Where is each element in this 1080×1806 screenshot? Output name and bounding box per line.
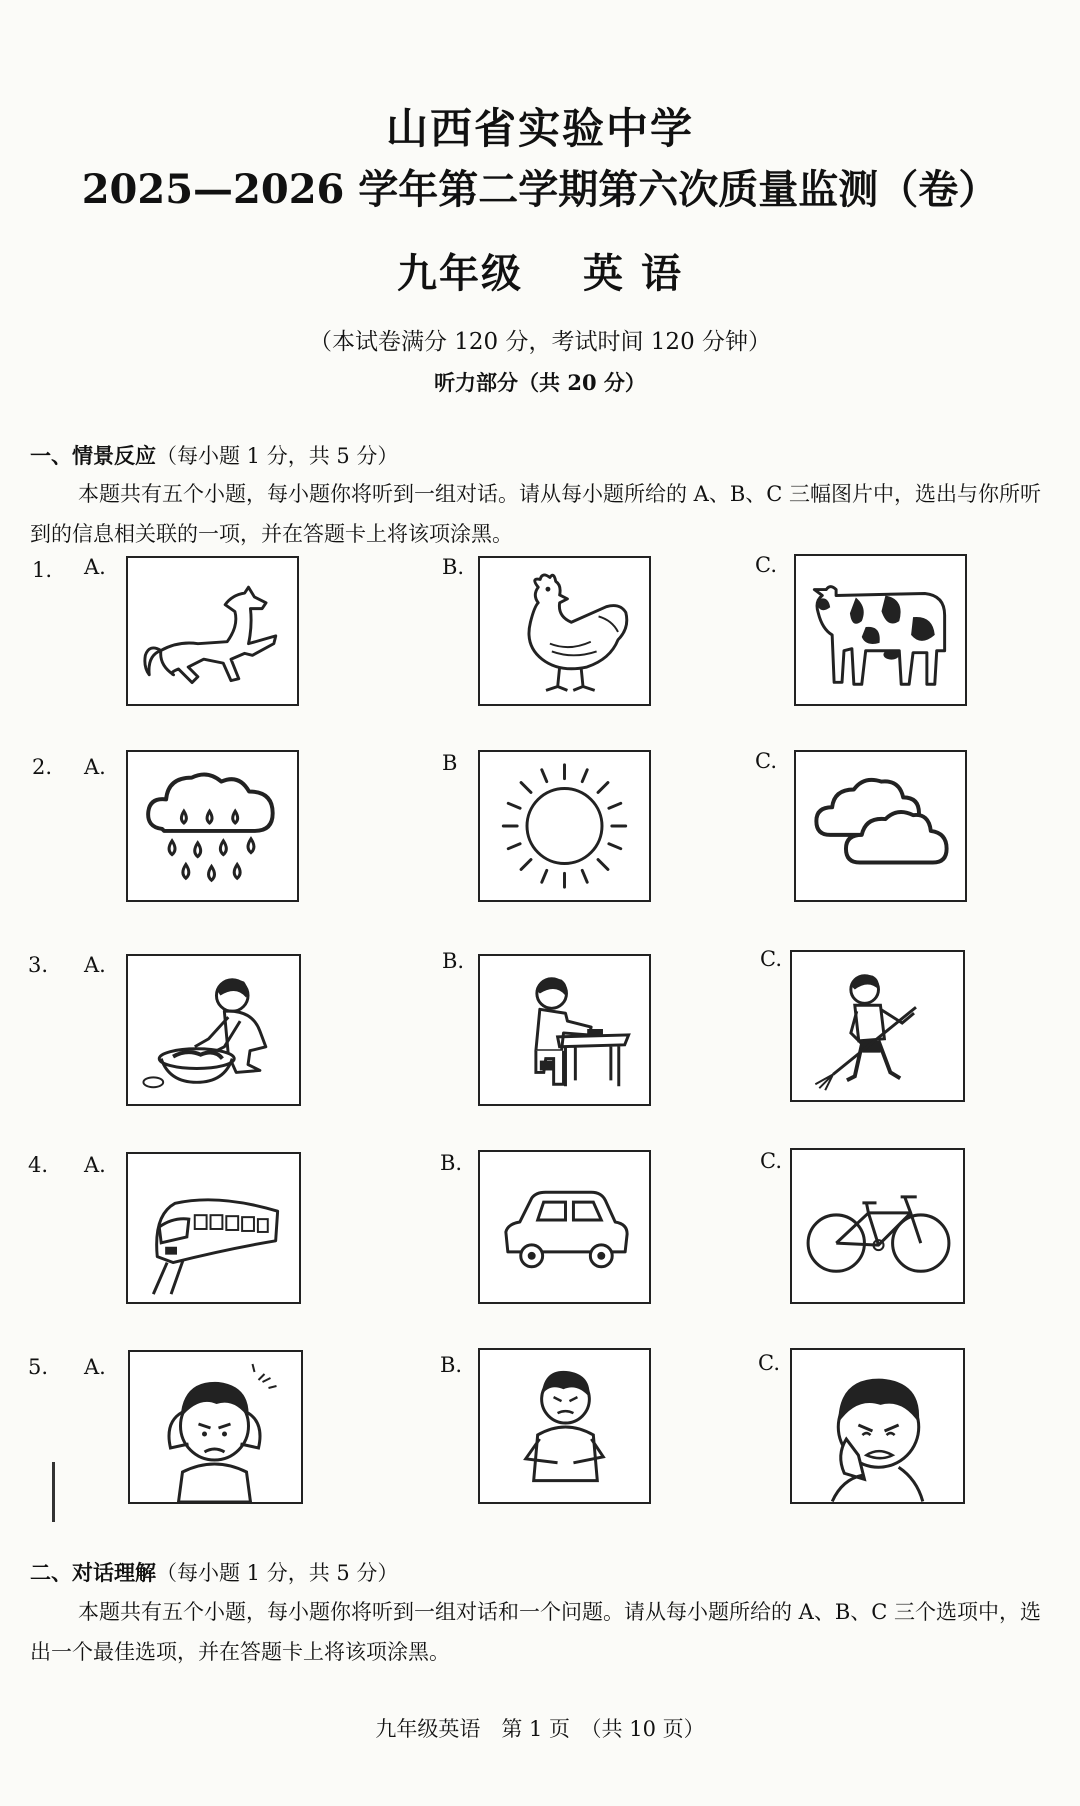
- page-footer: 九年级英语 第 1 页 （共 10 页）: [375, 1717, 705, 1741]
- horse-icon: [128, 558, 297, 704]
- boy-washing-icon: [128, 956, 299, 1104]
- section1-score: （每小题 1 分，共 5 分）: [156, 444, 399, 468]
- clouds-icon: [796, 752, 965, 900]
- question-number: 2.: [32, 755, 53, 779]
- option-label: A.: [84, 953, 106, 977]
- sun-picture[interactable]: [478, 750, 651, 902]
- option-label: B.: [440, 1151, 463, 1175]
- exam-note: （本试卷满分 120 分，考试时间 120 分钟）: [308, 329, 772, 355]
- question-number: 3.: [28, 953, 49, 977]
- sun-icon: [480, 752, 649, 900]
- boy-wiping-table-icon: [480, 956, 649, 1104]
- car-icon: [480, 1152, 649, 1302]
- section2-score: （每小题 1 分，共 5 分）: [156, 1561, 399, 1585]
- exam-title: 2025—2026 学年第二学期第六次质量监测（卷）: [81, 166, 999, 213]
- option-label: A.: [84, 755, 106, 779]
- option-label: C.: [755, 749, 777, 773]
- option-label: C.: [760, 947, 782, 971]
- hen-icon: [480, 558, 649, 704]
- option-label: C.: [758, 1351, 780, 1375]
- option-label: A.: [84, 1153, 106, 1177]
- stomachache-picture[interactable]: [478, 1348, 651, 1504]
- wiping-picture[interactable]: [478, 954, 651, 1106]
- section1-instructions: 本题共有五个小题，每小题你将听到一组对话。请从每小题所给的 A、B、C 三幅图片中，选出与你所听到的信息相关联的一项，并在答题卡上将该项涂黑。: [30, 482, 1042, 546]
- headache-icon: [130, 1352, 301, 1502]
- margin-mark: [52, 1462, 55, 1522]
- option-label: A.: [84, 1355, 106, 1379]
- grade: 九年级: [397, 250, 524, 297]
- headache-picture[interactable]: [128, 1350, 303, 1504]
- question-number: 5.: [28, 1355, 49, 1379]
- option-label: C.: [755, 553, 777, 577]
- rain-picture[interactable]: [126, 750, 299, 902]
- option-label: A.: [84, 555, 106, 579]
- stomachache-icon: [480, 1350, 649, 1502]
- train-icon: [128, 1154, 299, 1302]
- sweeping-picture[interactable]: [790, 950, 965, 1102]
- grade-subject: [0, 242, 1080, 299]
- rain-cloud-icon: [128, 752, 297, 900]
- horse-picture[interactable]: [126, 556, 299, 706]
- subject: 英 语: [583, 250, 683, 297]
- option-label: C.: [760, 1149, 782, 1173]
- toothache-picture[interactable]: [790, 1348, 965, 1504]
- cow-picture[interactable]: [794, 554, 967, 706]
- question-number: 1.: [32, 558, 53, 582]
- section2-heading: [30, 1557, 398, 1587]
- option-label: B.: [440, 1353, 463, 1377]
- school-name: 山西省实验中学: [385, 104, 694, 153]
- section1-heading: [30, 440, 398, 470]
- part-title: 听力部分（共 20 分）: [434, 370, 646, 395]
- bicycle-picture[interactable]: [790, 1148, 965, 1304]
- boy-sweeping-icon: [792, 952, 963, 1100]
- washing-picture[interactable]: [126, 954, 301, 1106]
- hen-picture[interactable]: [478, 556, 651, 706]
- option-label: B.: [442, 949, 465, 973]
- question-number: 4.: [28, 1153, 49, 1177]
- option-label: B: [442, 751, 458, 775]
- car-picture[interactable]: [478, 1150, 651, 1304]
- toothache-icon: [792, 1350, 963, 1502]
- option-label: B.: [442, 555, 465, 579]
- bicycle-icon: [792, 1150, 963, 1302]
- train-picture[interactable]: [126, 1152, 301, 1304]
- section2-title: 二、对话理解: [30, 1560, 156, 1585]
- cow-icon: [796, 556, 965, 704]
- clouds-picture[interactable]: [794, 750, 967, 902]
- section2-instructions: 本题共有五个小题，每小题你将听到一组对话和一个问题。请从每小题所给的 A、B、C 三个选项中，选出一个最佳选项，并在答题卡上将该项涂黑。: [30, 1600, 1042, 1664]
- section1-title: 一、情景反应: [30, 443, 156, 468]
